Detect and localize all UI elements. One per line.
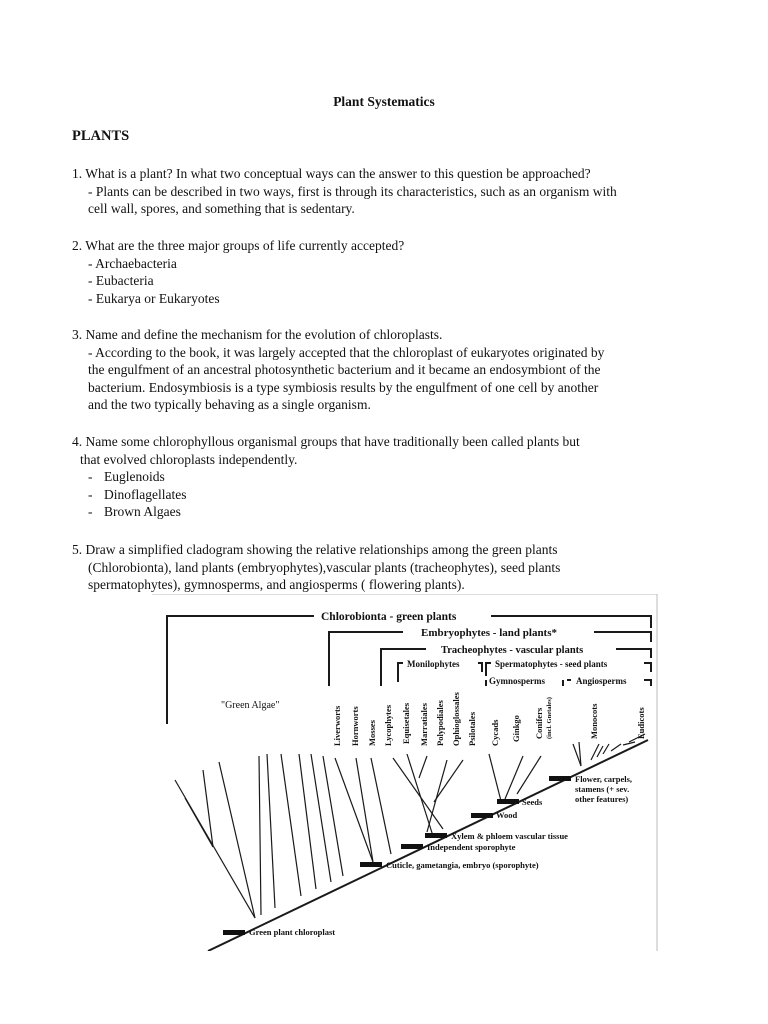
event-bars: [223, 776, 571, 935]
event-flower-line3: other features): [575, 794, 629, 804]
question-text: spermatophytes), gymnosperms, and angiosperms ( flowering plants).: [88, 577, 465, 593]
answer-line: and the two typically behaving as a single organism.: [88, 397, 371, 413]
event-chloroplast: Green plant chloroplast: [249, 927, 336, 937]
taxon-eudicots: Eudicots: [636, 707, 646, 739]
answer-item: - Archaebacteria: [88, 255, 177, 271]
question-text: 1. What is a plant? In what two conceptual ways can the answer to this question be approached?: [72, 166, 591, 181]
question-text: 5. Draw a simplified cladogram showing the relative relationships among the green plants: [72, 542, 558, 557]
answer-item: - Eubacteria: [88, 273, 154, 289]
event-cuticle: Cuticle, gametangia, embryo (sporophyte): [386, 860, 539, 870]
taxon-hornworts: Hornworts: [350, 706, 360, 746]
taxon-cycads: Cycads: [490, 719, 500, 746]
event-sporophyte: Independent sporophyte: [427, 842, 516, 852]
cladogram-branches: [175, 734, 645, 918]
question-3: [72, 326, 712, 414]
event-wood: Wood: [496, 810, 518, 820]
taxon-polypodiales: Polypodiales: [435, 700, 445, 746]
answer-item: - Euglenoids: [88, 469, 165, 485]
taxon-ginkgo: Ginkgo: [511, 715, 521, 742]
label-spermatophytes: Spermatophytes - seed plants: [495, 659, 608, 669]
answer-line: cell wall, spores, and something that is sedentary.: [88, 201, 355, 217]
label-gymnosperms: Gymnosperms: [489, 676, 545, 686]
question-2: [72, 237, 712, 307]
answer-line: - Plants can be described in two ways, first is through its characteristics, such as an organism with: [88, 183, 617, 199]
taxon-lycophytes: Lycophytes: [383, 704, 393, 746]
question-text: 2. What are the three major groups of life currently accepted?: [72, 238, 405, 253]
question-text: 4. Name some chlorophyllous organismal groups that have traditionally been called plants but: [72, 434, 580, 449]
answer-line: - According to the book, it was largely accepted that the chloroplast of eukaryotes originated by: [88, 344, 605, 360]
label-green-algae: "Green Algae": [221, 700, 280, 711]
question-text: (Chlorobionta), land plants (embryophytes),vascular plants (tracheophytes), seed plants: [88, 559, 561, 575]
answer-item: - Dinoflagellates: [88, 486, 187, 502]
taxon-marratiales: Marratiales: [419, 703, 429, 746]
taxon-conifers: Conifers: [534, 707, 544, 739]
answer-line: the engulfment of an ancestral photosynthetic bacterium and it became an endosymbiont of the: [88, 362, 601, 378]
answer-item: - Eukarya or Eukaryotes: [88, 290, 220, 306]
taxon-psilotales: Psilotales: [467, 712, 477, 746]
event-flower-line1: Flower, carpels,: [575, 774, 633, 784]
taxon-liverworts: Liverworts: [332, 705, 342, 746]
cladogram-svg: [151, 594, 658, 951]
section-heading: PLANTS: [72, 128, 130, 144]
taxon-mosses: Mosses: [367, 720, 377, 746]
question-text: that evolved chloroplasts independently.: [80, 451, 298, 467]
cladogram-figure: [151, 594, 658, 951]
label-embryophytes: Embryophytes - land plants*: [421, 627, 558, 639]
question-4: [72, 433, 712, 521]
label-monilophytes: Monilophytes: [407, 659, 460, 669]
answer-item: - Brown Algaes: [88, 504, 181, 520]
taxon-ophioglossales: Ophioglossales: [451, 692, 461, 746]
label-angiosperms: Angiosperms: [576, 676, 627, 686]
event-xylem: Xylem & phloem vascular tissue: [451, 831, 568, 841]
label-tracheophytes: Tracheophytes - vascular plants: [441, 645, 584, 656]
taxon-monocots: Monocots: [589, 703, 599, 739]
answer-line: bacterium. Endosymbiosis is a type symbiosis results by the engulfment of one cell by another: [88, 379, 599, 395]
event-seeds: Seeds: [522, 797, 543, 807]
question-1: [72, 165, 712, 218]
taxon-conifers-note: (incl. Gnetales): [546, 697, 553, 739]
label-chlorobionta: Chlorobionta - green plants: [321, 611, 457, 623]
page-title: Plant Systematics: [333, 94, 435, 109]
event-flower-line2: stamens (+ sev.: [575, 784, 630, 794]
question-5: [72, 541, 712, 594]
question-text: 3. Name and define the mechanism for the evolution of chloroplasts.: [72, 327, 443, 342]
taxon-equisetales: Equisetales: [401, 702, 411, 744]
